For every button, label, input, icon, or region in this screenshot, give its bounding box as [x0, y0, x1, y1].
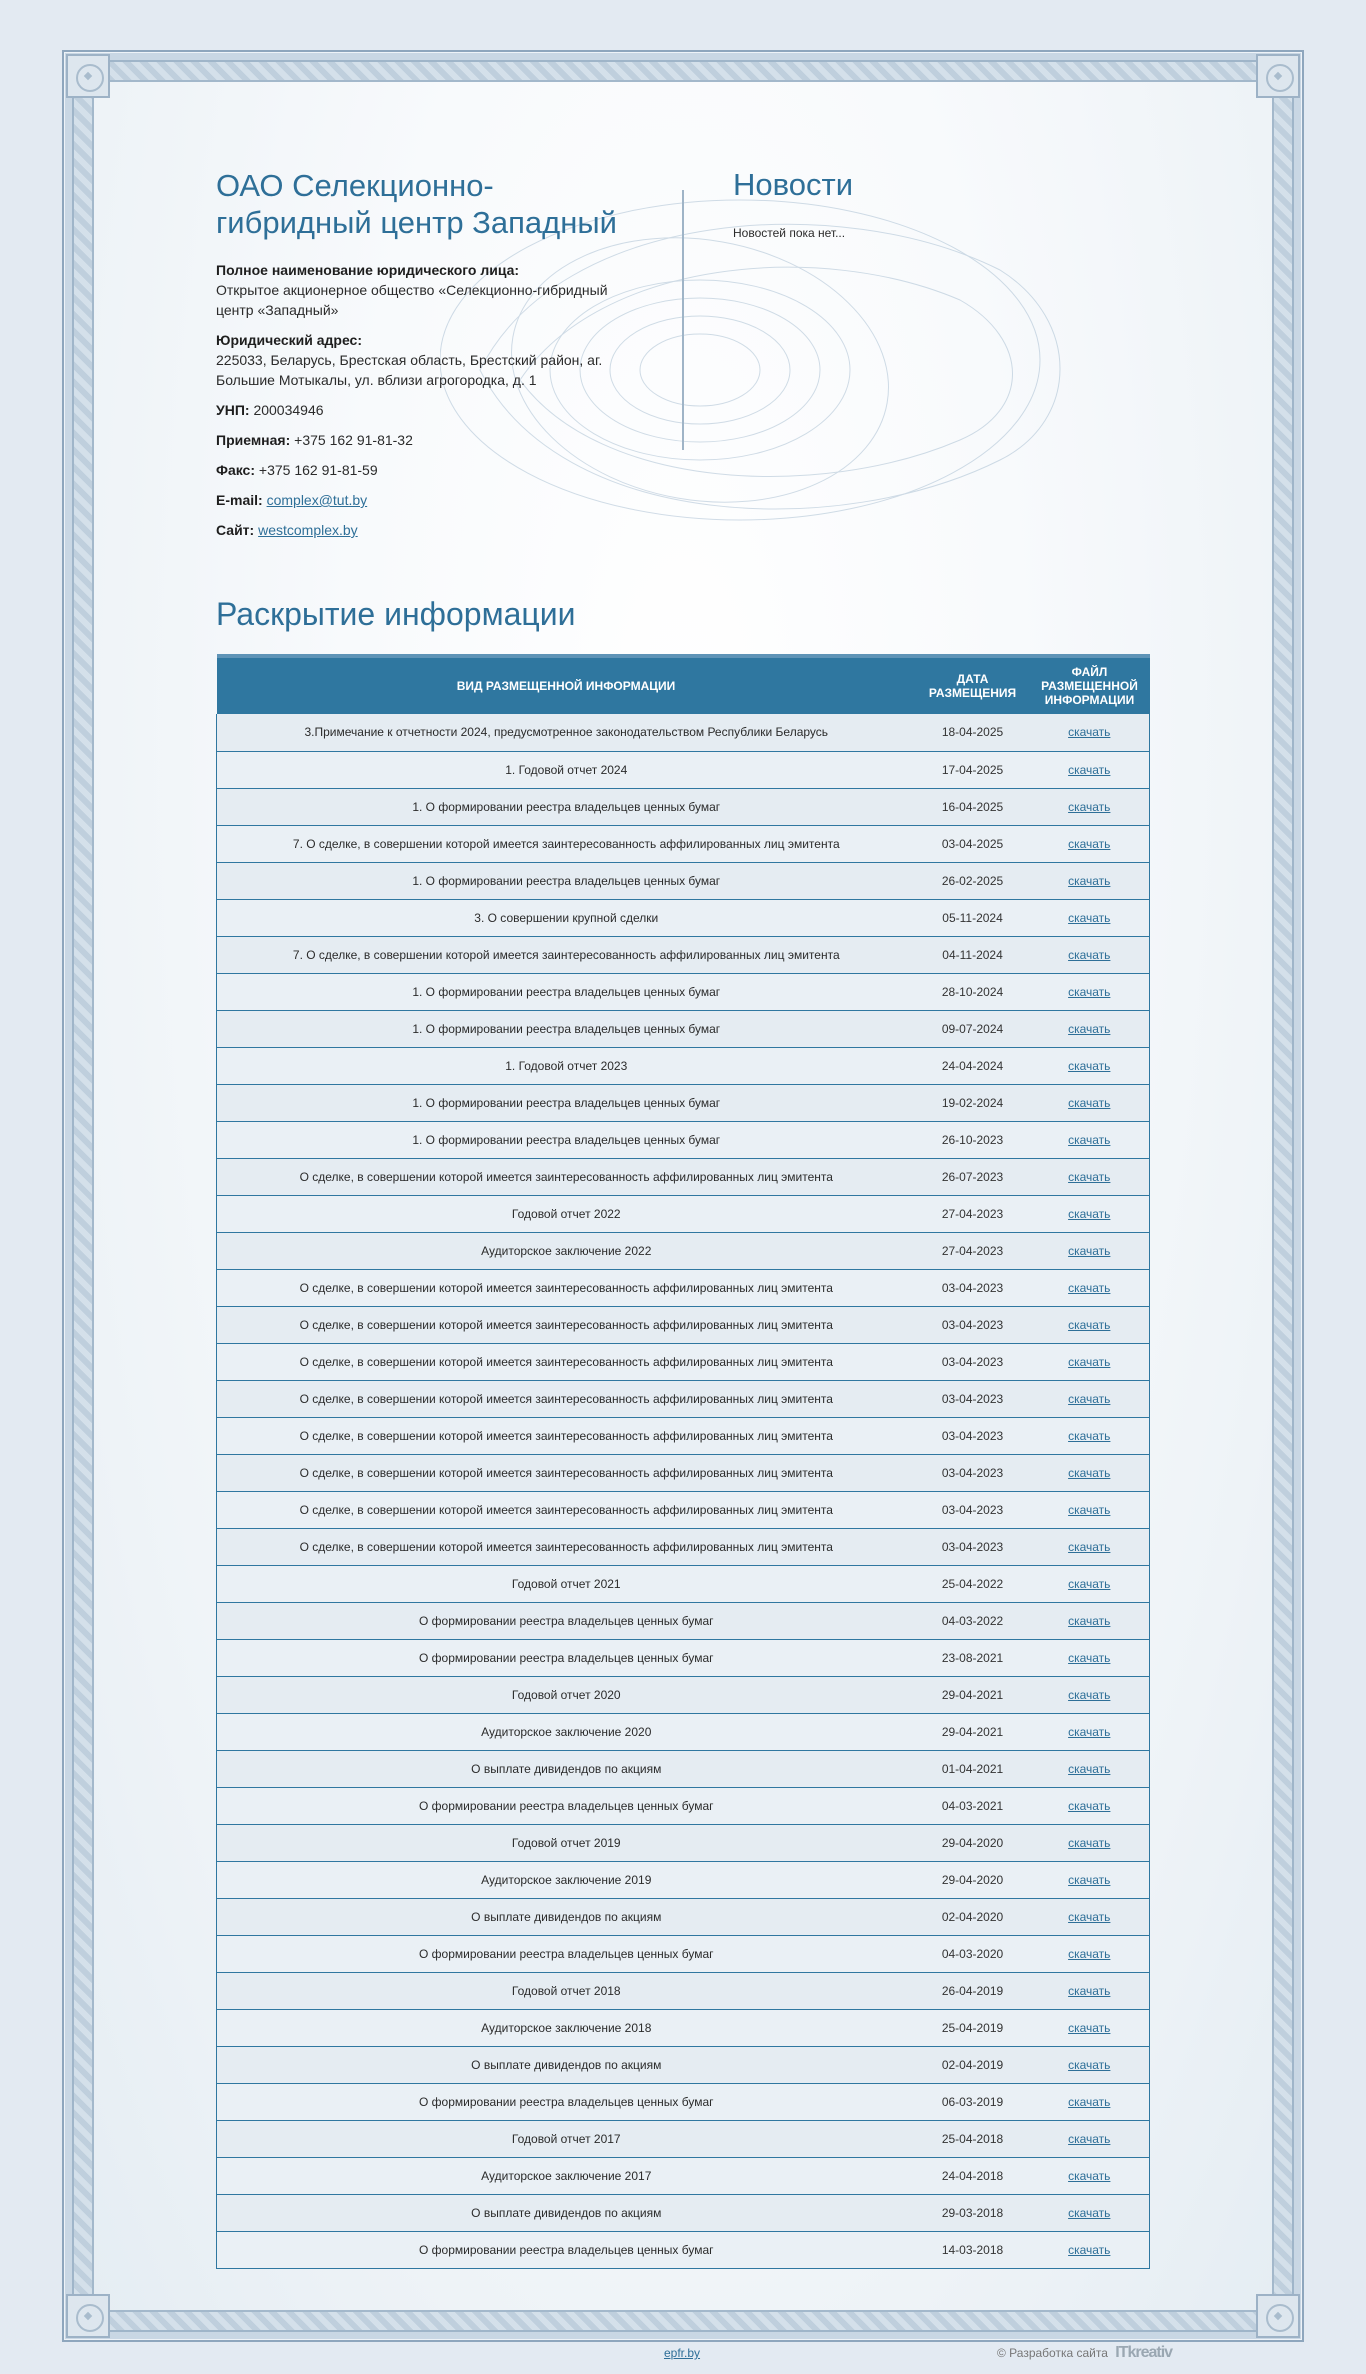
- unp-label: УНП:: [216, 402, 250, 418]
- cell-date: 27-04-2023: [916, 1232, 1030, 1269]
- cell-date: 27-04-2023: [916, 1195, 1030, 1232]
- cell-file: [1030, 788, 1150, 825]
- download-link[interactable]: скачать: [1068, 1872, 1111, 1887]
- cell-file: [1030, 1898, 1150, 1935]
- table-row: [217, 1158, 1150, 1195]
- cell-type: 1. О формировании реестра владельцев ценных бумаг: [217, 862, 916, 899]
- unp-block: [216, 400, 636, 420]
- site-link[interactable]: westcomplex.by: [258, 522, 358, 538]
- table-row: [217, 2046, 1150, 2083]
- cell-date: 25-04-2019: [916, 2009, 1030, 2046]
- company-title: ОАО Селекционно-гибридный центр Западный: [216, 168, 617, 240]
- cell-file: [1030, 1639, 1150, 1676]
- column-header-type: ВИД РАЗМЕЩЕННОЙ ИНФОРМАЦИИ: [217, 656, 916, 714]
- cell-type: О сделке, в совершении которой имеется заинтересованность аффилированных лиц эмитента: [217, 1269, 916, 1306]
- corner-ornament-icon: [66, 2294, 110, 2338]
- cell-file: [1030, 2009, 1150, 2046]
- cell-type: Годовой отчет 2022: [217, 1195, 916, 1232]
- table-row: [217, 1417, 1150, 1454]
- cell-type: Годовой отчет 2021: [217, 1565, 916, 1602]
- cell-type: О формировании реестра владельцев ценных бумаг: [217, 2231, 916, 2268]
- developer-brand-logo[interactable]: ITkreativ: [1115, 2344, 1173, 2361]
- cell-type: О формировании реестра владельцев ценных бумаг: [217, 1787, 916, 1824]
- table-row: [217, 1454, 1150, 1491]
- cell-file: [1030, 1232, 1150, 1269]
- cell-date: 04-11-2024: [916, 936, 1030, 973]
- cell-type: Аудиторское заключение 2020: [217, 1713, 916, 1750]
- cell-date: 05-11-2024: [916, 899, 1030, 936]
- cell-file: [1030, 1713, 1150, 1750]
- site-block: [216, 520, 636, 540]
- download-link[interactable]: скачать: [1068, 836, 1111, 851]
- download-link[interactable]: скачать: [1068, 2242, 1111, 2257]
- cell-date: 03-04-2023: [916, 1306, 1030, 1343]
- cell-file: [1030, 1972, 1150, 2009]
- download-link[interactable]: скачать: [1068, 2168, 1111, 2183]
- download-link[interactable]: скачать: [1068, 1983, 1111, 1998]
- news-empty-message: Новостей пока нет...: [733, 226, 846, 240]
- cell-file: [1030, 899, 1150, 936]
- cell-type: О сделке, в совершении которой имеется заинтересованность аффилированных лиц эмитента: [217, 1491, 916, 1528]
- download-link[interactable]: скачать: [1068, 2057, 1111, 2072]
- cell-file: [1030, 1750, 1150, 1787]
- cell-file: [1030, 1676, 1150, 1713]
- cell-type: О выплате дивидендов по акциям: [217, 1898, 916, 1935]
- cell-date: 02-04-2020: [916, 1898, 1030, 1935]
- cell-type: О сделке, в совершении которой имеется заинтересованность аффилированных лиц эмитента: [217, 1528, 916, 1565]
- cell-type: Годовой отчет 2019: [217, 1824, 916, 1861]
- cell-type: 3. О совершении крупной сделки: [217, 899, 916, 936]
- download-link[interactable]: скачать: [1068, 1687, 1111, 1702]
- cell-date: 03-04-2023: [916, 1528, 1030, 1565]
- download-link[interactable]: скачать: [1068, 1761, 1111, 1776]
- cell-date: 26-10-2023: [916, 1121, 1030, 1158]
- cell-type: Годовой отчет 2020: [217, 1676, 916, 1713]
- news-title: Новости: [733, 167, 854, 202]
- cell-date: 04-03-2022: [916, 1602, 1030, 1639]
- cell-file: [1030, 1454, 1150, 1491]
- cell-file: [1030, 1380, 1150, 1417]
- download-link[interactable]: скачать: [1068, 1280, 1111, 1295]
- fullname-value: Открытое акционерное общество «Селекционно-гибридный центр «Западный»: [216, 282, 608, 318]
- cell-file: [1030, 973, 1150, 1010]
- column-header-date: ДАТА РАЗМЕЩЕНИЯ: [916, 656, 1030, 714]
- cell-type: Аудиторское заключение 2019: [217, 1861, 916, 1898]
- cell-file: [1030, 1602, 1150, 1639]
- download-link[interactable]: скачать: [1068, 2020, 1111, 2035]
- download-link[interactable]: скачать: [1068, 1946, 1111, 1961]
- download-link[interactable]: скачать: [1068, 1576, 1111, 1591]
- table-header-row: [217, 656, 1150, 714]
- site-label: Сайт:: [216, 522, 255, 538]
- footer-epfr-link[interactable]: epfr.by: [664, 2346, 701, 2360]
- cell-file: [1030, 1195, 1150, 1232]
- table-row: [217, 2083, 1150, 2120]
- cell-file: [1030, 1824, 1150, 1861]
- cell-date: 03-04-2023: [916, 1417, 1030, 1454]
- cell-date: 02-04-2019: [916, 2046, 1030, 2083]
- download-link[interactable]: скачать: [1068, 1502, 1111, 1517]
- cell-file: [1030, 2120, 1150, 2157]
- table-row: [217, 714, 1150, 751]
- cell-file: [1030, 1047, 1150, 1084]
- table-row: [217, 2120, 1150, 2157]
- table-row: [217, 1713, 1150, 1750]
- table-row: [217, 2194, 1150, 2231]
- download-link[interactable]: скачать: [1068, 1909, 1111, 1924]
- fax-block: [216, 460, 636, 480]
- cell-type: 1. О формировании реестра владельцев ценных бумаг: [217, 1010, 916, 1047]
- table-row: [217, 751, 1150, 788]
- reception-label: Приемная:: [216, 432, 291, 448]
- cell-date: 19-02-2024: [916, 1084, 1030, 1121]
- cell-type: О сделке, в совершении которой имеется заинтересованность аффилированных лиц эмитента: [217, 1306, 916, 1343]
- developer-text: © Разработка сайта: [997, 2346, 1108, 2360]
- cell-date: 28-10-2024: [916, 973, 1030, 1010]
- cell-file: [1030, 1343, 1150, 1380]
- download-link[interactable]: скачать: [1068, 1613, 1111, 1628]
- table-row: [217, 825, 1150, 862]
- table-row: [217, 1750, 1150, 1787]
- cell-date: 18-04-2025: [916, 714, 1030, 751]
- cell-file: [1030, 2157, 1150, 2194]
- reception-value: +375 162 91-81-32: [294, 432, 413, 448]
- cell-type: 1. О формировании реестра владельцев ценных бумаг: [217, 788, 916, 825]
- cell-type: О сделке, в совершении которой имеется заинтересованность аффилированных лиц эмитента: [217, 1380, 916, 1417]
- download-link[interactable]: скачать: [1068, 2131, 1111, 2146]
- download-link[interactable]: скачать: [1068, 1539, 1111, 1554]
- address-block: [216, 330, 636, 390]
- cell-type: О сделке, в совершении которой имеется заинтересованность аффилированных лиц эмитента: [217, 1454, 916, 1491]
- download-link[interactable]: скачать: [1068, 762, 1111, 777]
- download-link[interactable]: скачать: [1068, 984, 1111, 999]
- table-row: [217, 1047, 1150, 1084]
- cell-type: 3.Примечание к отчетности 2024, предусмотренное законодательством Республики Беларусь: [217, 714, 916, 751]
- download-link[interactable]: скачать: [1068, 1021, 1111, 1036]
- corner-ornament-icon: [66, 54, 110, 98]
- cell-type: О формировании реестра владельцев ценных бумаг: [217, 1935, 916, 1972]
- cell-file: [1030, 1787, 1150, 1824]
- cell-date: 09-07-2024: [916, 1010, 1030, 1047]
- cell-type: Аудиторское заключение 2017: [217, 2157, 916, 2194]
- corner-ornament-icon: [1256, 54, 1300, 98]
- table-row: [217, 1306, 1150, 1343]
- cell-file: [1030, 1010, 1150, 1047]
- download-link[interactable]: скачать: [1068, 1058, 1111, 1073]
- cell-file: [1030, 1491, 1150, 1528]
- download-link[interactable]: скачать: [1068, 1132, 1111, 1147]
- table-row: [217, 1898, 1150, 1935]
- cell-type: О выплате дивидендов по акциям: [217, 2194, 916, 2231]
- cell-type: О формировании реестра владельцев ценных бумаг: [217, 2083, 916, 2120]
- cell-file: [1030, 1121, 1150, 1158]
- cell-date: 26-07-2023: [916, 1158, 1030, 1195]
- download-link[interactable]: скачать: [1068, 725, 1111, 740]
- cell-file: [1030, 1861, 1150, 1898]
- table-row: [217, 1491, 1150, 1528]
- table-row: [217, 936, 1150, 973]
- cell-type: О выплате дивидендов по акциям: [217, 1750, 916, 1787]
- table-row: [217, 899, 1150, 936]
- cell-file: [1030, 1528, 1150, 1565]
- cell-type: Годовой отчет 2017: [217, 2120, 916, 2157]
- table-row: [217, 1972, 1150, 2009]
- email-label: E-mail:: [216, 492, 263, 508]
- corner-ornament-icon: [1256, 2294, 1300, 2338]
- cell-type: 1. О формировании реестра владельцев ценных бумаг: [217, 973, 916, 1010]
- download-link[interactable]: скачать: [1068, 1465, 1111, 1480]
- table-row: [217, 2231, 1150, 2268]
- cell-date: 26-02-2025: [916, 862, 1030, 899]
- download-link[interactable]: скачать: [1068, 873, 1111, 888]
- table-row: [217, 1639, 1150, 1676]
- cell-date: 23-08-2021: [916, 1639, 1030, 1676]
- cell-file: [1030, 2046, 1150, 2083]
- table-row: [217, 1861, 1150, 1898]
- cell-date: 14-03-2018: [916, 2231, 1030, 2268]
- fullname-label: Полное наименование юридического лица:: [216, 262, 520, 278]
- cell-type: О сделке, в совершении которой имеется заинтересованность аффилированных лиц эмитента: [217, 1417, 916, 1454]
- reception-block: [216, 430, 636, 450]
- cell-date: 04-03-2021: [916, 1787, 1030, 1824]
- cell-date: 06-03-2019: [916, 2083, 1030, 2120]
- cell-type: Аудиторское заключение 2022: [217, 1232, 916, 1269]
- cell-file: [1030, 2083, 1150, 2120]
- cell-file: [1030, 1269, 1150, 1306]
- cell-type: 1. О формировании реестра владельцев ценных бумаг: [217, 1084, 916, 1121]
- cell-type: 1. Годовой отчет 2024: [217, 751, 916, 788]
- address-label: Юридический адрес:: [216, 332, 362, 348]
- cell-file: [1030, 1084, 1150, 1121]
- cell-type: О формировании реестра владельцев ценных бумаг: [217, 1639, 916, 1676]
- download-link[interactable]: скачать: [1068, 2205, 1111, 2220]
- download-link[interactable]: скачать: [1068, 2094, 1111, 2109]
- download-link[interactable]: скачать: [1068, 799, 1111, 814]
- cell-date: 03-04-2023: [916, 1454, 1030, 1491]
- download-link[interactable]: скачать: [1068, 1798, 1111, 1813]
- cell-file: [1030, 1306, 1150, 1343]
- download-link[interactable]: скачать: [1068, 1095, 1111, 1110]
- cell-type: О сделке, в совершении которой имеется заинтересованность аффилированных лиц эмитента: [217, 1343, 916, 1380]
- download-link[interactable]: скачать: [1068, 1724, 1111, 1739]
- cell-date: 25-04-2022: [916, 1565, 1030, 1602]
- table-row: [217, 1343, 1150, 1380]
- download-link[interactable]: скачать: [1068, 1317, 1111, 1332]
- cell-date: 24-04-2018: [916, 2157, 1030, 2194]
- email-link[interactable]: complex@tut.by: [266, 492, 368, 508]
- download-link[interactable]: скачать: [1068, 1391, 1111, 1406]
- cell-file: [1030, 862, 1150, 899]
- table-body: [217, 714, 1150, 2268]
- cell-type: О выплате дивидендов по акциям: [217, 2046, 916, 2083]
- download-link[interactable]: скачать: [1068, 1243, 1111, 1258]
- table-row: [217, 973, 1150, 1010]
- table-row: [217, 1121, 1150, 1158]
- cell-file: [1030, 825, 1150, 862]
- cell-file: [1030, 936, 1150, 973]
- cell-file: [1030, 2194, 1150, 2231]
- cell-type: О формировании реестра владельцев ценных бумаг: [217, 1602, 916, 1639]
- cell-date: 29-04-2021: [916, 1713, 1030, 1750]
- cell-type: О сделке, в совершении которой имеется заинтересованность аффилированных лиц эмитента: [217, 1158, 916, 1195]
- cell-file: [1030, 751, 1150, 788]
- table-row: [217, 1269, 1150, 1306]
- disclosure-table: [216, 654, 1150, 2269]
- download-link[interactable]: скачать: [1068, 1206, 1111, 1221]
- cell-date: 24-04-2024: [916, 1047, 1030, 1084]
- table-row: [217, 2157, 1150, 2194]
- cell-file: [1030, 1417, 1150, 1454]
- cell-date: 25-04-2018: [916, 2120, 1030, 2157]
- download-link[interactable]: скачать: [1068, 910, 1111, 925]
- download-link[interactable]: скачать: [1068, 1835, 1111, 1850]
- table-row: [217, 1010, 1150, 1047]
- table-row: [217, 1602, 1150, 1639]
- table-row: [217, 1232, 1150, 1269]
- cell-date: 29-03-2018: [916, 2194, 1030, 2231]
- table-row: [217, 1565, 1150, 1602]
- table-row: [217, 1676, 1150, 1713]
- cell-type: 7. О сделке, в совершении которой имеется заинтересованность аффилированных лиц эмитента: [217, 936, 916, 973]
- cell-date: 03-04-2023: [916, 1269, 1030, 1306]
- table-row: [217, 1935, 1150, 1972]
- address-value: 225033, Беларусь, Брестская область, Брестский район, аг. Большие Мотыкалы, ул. вблизи агрогородка, д. 1: [216, 352, 603, 388]
- disclosure-title: Раскрытие информации: [216, 596, 576, 632]
- cell-type: 1. О формировании реестра владельцев ценных бумаг: [217, 1121, 916, 1158]
- cell-date: 16-04-2025: [916, 788, 1030, 825]
- cell-file: [1030, 1158, 1150, 1195]
- cell-date: 03-04-2025: [916, 825, 1030, 862]
- table-row: [217, 1824, 1150, 1861]
- fax-value: +375 162 91-81-59: [258, 462, 378, 478]
- company-info: [216, 260, 636, 550]
- cell-date: 29-04-2020: [916, 1861, 1030, 1898]
- cell-date: 17-04-2025: [916, 751, 1030, 788]
- cell-date: 03-04-2023: [916, 1343, 1030, 1380]
- download-link[interactable]: скачать: [1068, 1354, 1111, 1369]
- download-link[interactable]: скачать: [1068, 1169, 1111, 1184]
- cell-type: Аудиторское заключение 2018: [217, 2009, 916, 2046]
- cell-type: 7. О сделке, в совершении которой имеется заинтересованность аффилированных лиц эмитента: [217, 825, 916, 862]
- table-row: [217, 1380, 1150, 1417]
- cell-file: [1030, 714, 1150, 751]
- table-row: [217, 2009, 1150, 2046]
- cell-date: 26-04-2019: [916, 1972, 1030, 2009]
- cell-file: [1030, 1565, 1150, 1602]
- table-row: [217, 1084, 1150, 1121]
- cell-type: 1. Годовой отчет 2023: [217, 1047, 916, 1084]
- download-link[interactable]: скачать: [1068, 947, 1111, 962]
- unp-value: 200034946: [253, 402, 324, 418]
- table-row: [217, 1528, 1150, 1565]
- cell-type: Годовой отчет 2018: [217, 1972, 916, 2009]
- cell-date: 01-04-2021: [916, 1750, 1030, 1787]
- download-link[interactable]: скачать: [1068, 1428, 1111, 1443]
- table-row: [217, 862, 1150, 899]
- cell-file: [1030, 2231, 1150, 2268]
- cell-date: 29-04-2021: [916, 1676, 1030, 1713]
- fullname-block: [216, 260, 636, 320]
- cell-date: 29-04-2020: [916, 1824, 1030, 1861]
- fax-label: Факс:: [216, 462, 256, 478]
- table-row: [217, 1195, 1150, 1232]
- email-block: [216, 490, 636, 510]
- cell-date: 03-04-2023: [916, 1491, 1030, 1528]
- footer-developer: [997, 2344, 1172, 2362]
- column-header-file: ФАЙЛ РАЗМЕЩЕННОЙ ИНФОРМАЦИИ: [1030, 656, 1150, 714]
- cell-date: 03-04-2023: [916, 1380, 1030, 1417]
- table-row: [217, 1787, 1150, 1824]
- cell-date: 04-03-2020: [916, 1935, 1030, 1972]
- download-link[interactable]: скачать: [1068, 1650, 1111, 1665]
- cell-file: [1030, 1935, 1150, 1972]
- vertical-divider: [682, 190, 684, 450]
- table-row: [217, 788, 1150, 825]
